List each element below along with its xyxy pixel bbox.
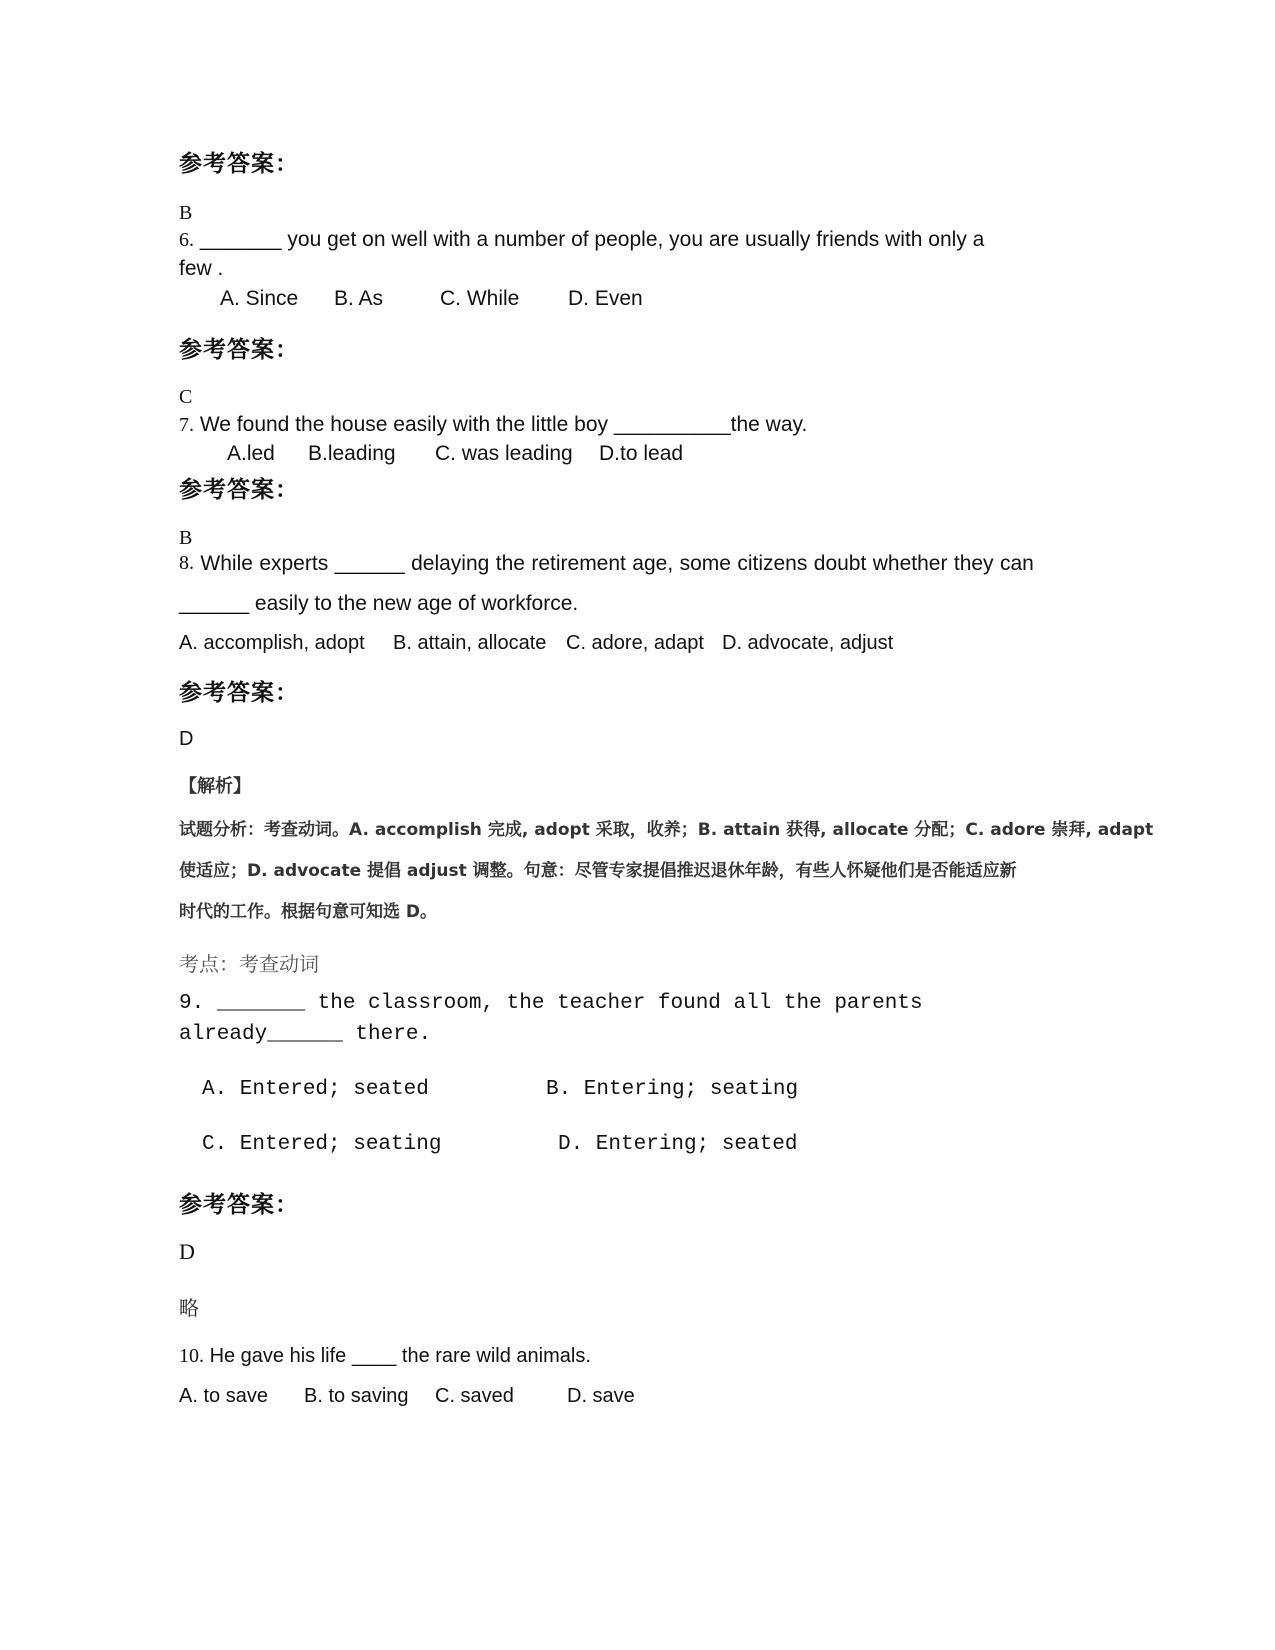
answer-heading: 参考答案： — [179, 1192, 299, 1218]
answer-heading: 参考答案： — [179, 337, 299, 363]
word: delaying — [411, 552, 490, 575]
question-text: _______ you get on well with a number of people, you are usually friends with only a — [199, 228, 985, 251]
option-d: D. Even — [568, 287, 643, 310]
question-text-continued: already______ there. — [179, 1023, 432, 1046]
option-c: C. saved — [435, 1385, 514, 1407]
question-text: _______ the classroom, the teacher found all the parents — [216, 992, 923, 1015]
word: While — [200, 552, 253, 575]
option-d: D.to lead — [599, 442, 684, 465]
answer-note: 略 — [179, 1296, 199, 1320]
kaodian-note: 考点：考查动词 — [179, 952, 319, 976]
question-6 — [179, 228, 984, 252]
analysis-title: 【解析】 — [179, 776, 251, 797]
option-c: C. adore, adapt — [566, 632, 704, 654]
question-10 — [179, 1345, 591, 1368]
word: age, — [632, 552, 674, 575]
option-d: D. Entering; seated — [558, 1133, 798, 1156]
option-c: C. Entered; seating — [202, 1133, 442, 1156]
option-b: B. Entering; seating — [546, 1078, 799, 1101]
answer-heading: 参考答案： — [179, 680, 299, 706]
word: can — [999, 552, 1034, 575]
question-7 — [179, 413, 807, 437]
answer-value: D — [179, 1239, 195, 1264]
blank: ______ — [334, 552, 405, 575]
word: some — [679, 552, 731, 575]
analysis-text: 时代的工作。根据句意可知选 D。 — [179, 902, 438, 922]
option-a: A. to save — [179, 1385, 268, 1407]
question-text: We found the house easily with the little boy __________the way. — [199, 413, 808, 436]
question-8 — [179, 552, 1034, 576]
word: citizens — [737, 552, 808, 575]
option-b: B. As — [334, 287, 384, 310]
option-b: B. attain, allocate — [393, 632, 547, 654]
question-text: He gave his life ____ the rare wild animals. — [209, 1345, 591, 1367]
question-text-continued: ______ easily to the new age of workforce. — [179, 592, 579, 615]
question-number: 6. — [179, 229, 194, 251]
option-a: A. Since — [220, 287, 299, 310]
question-9 — [179, 992, 923, 1015]
option-a: A.led — [227, 442, 275, 465]
analysis-text: 试题分析：考查动词。A. accomplish 完成, adopt 采取，收养；B. attain 获得, allocate 分配；C. adore 崇拜, adapt — [179, 820, 1154, 840]
option-d: D. save — [567, 1385, 635, 1407]
analysis-text: 使适应；D. advocate 提倡 adjust 调整。句意：尽管专家提倡推迟退休年龄，有些人怀疑他们是否能适应新 — [179, 861, 1017, 881]
option-c: C. While — [440, 287, 520, 310]
question-number: 8. — [179, 552, 194, 574]
word: they — [953, 552, 994, 575]
option-c: C. was leading — [435, 442, 573, 465]
answer-value: B — [179, 202, 193, 224]
word: whether — [872, 552, 948, 575]
word: the — [495, 552, 525, 575]
answer-value: D — [179, 728, 194, 750]
option-b: B.leading — [308, 442, 396, 465]
word: retirement — [531, 552, 626, 575]
question-number: 10. — [179, 1345, 204, 1367]
answer-heading: 参考答案： — [179, 151, 299, 177]
answer-value: C — [179, 386, 193, 408]
answer-heading: 参考答案： — [179, 477, 299, 503]
word: doubt — [813, 552, 867, 575]
option-b: B. to saving — [304, 1385, 409, 1407]
word: experts — [259, 552, 329, 575]
question-text-continued: few . — [179, 257, 224, 280]
question-number: 9. — [179, 992, 205, 1015]
option-a: A. accomplish, adopt — [179, 632, 365, 654]
question-number: 7. — [179, 414, 194, 436]
option-a: A. Entered; seated — [202, 1078, 429, 1101]
answer-value: B — [179, 527, 193, 549]
option-d: D. advocate, adjust — [722, 632, 894, 654]
